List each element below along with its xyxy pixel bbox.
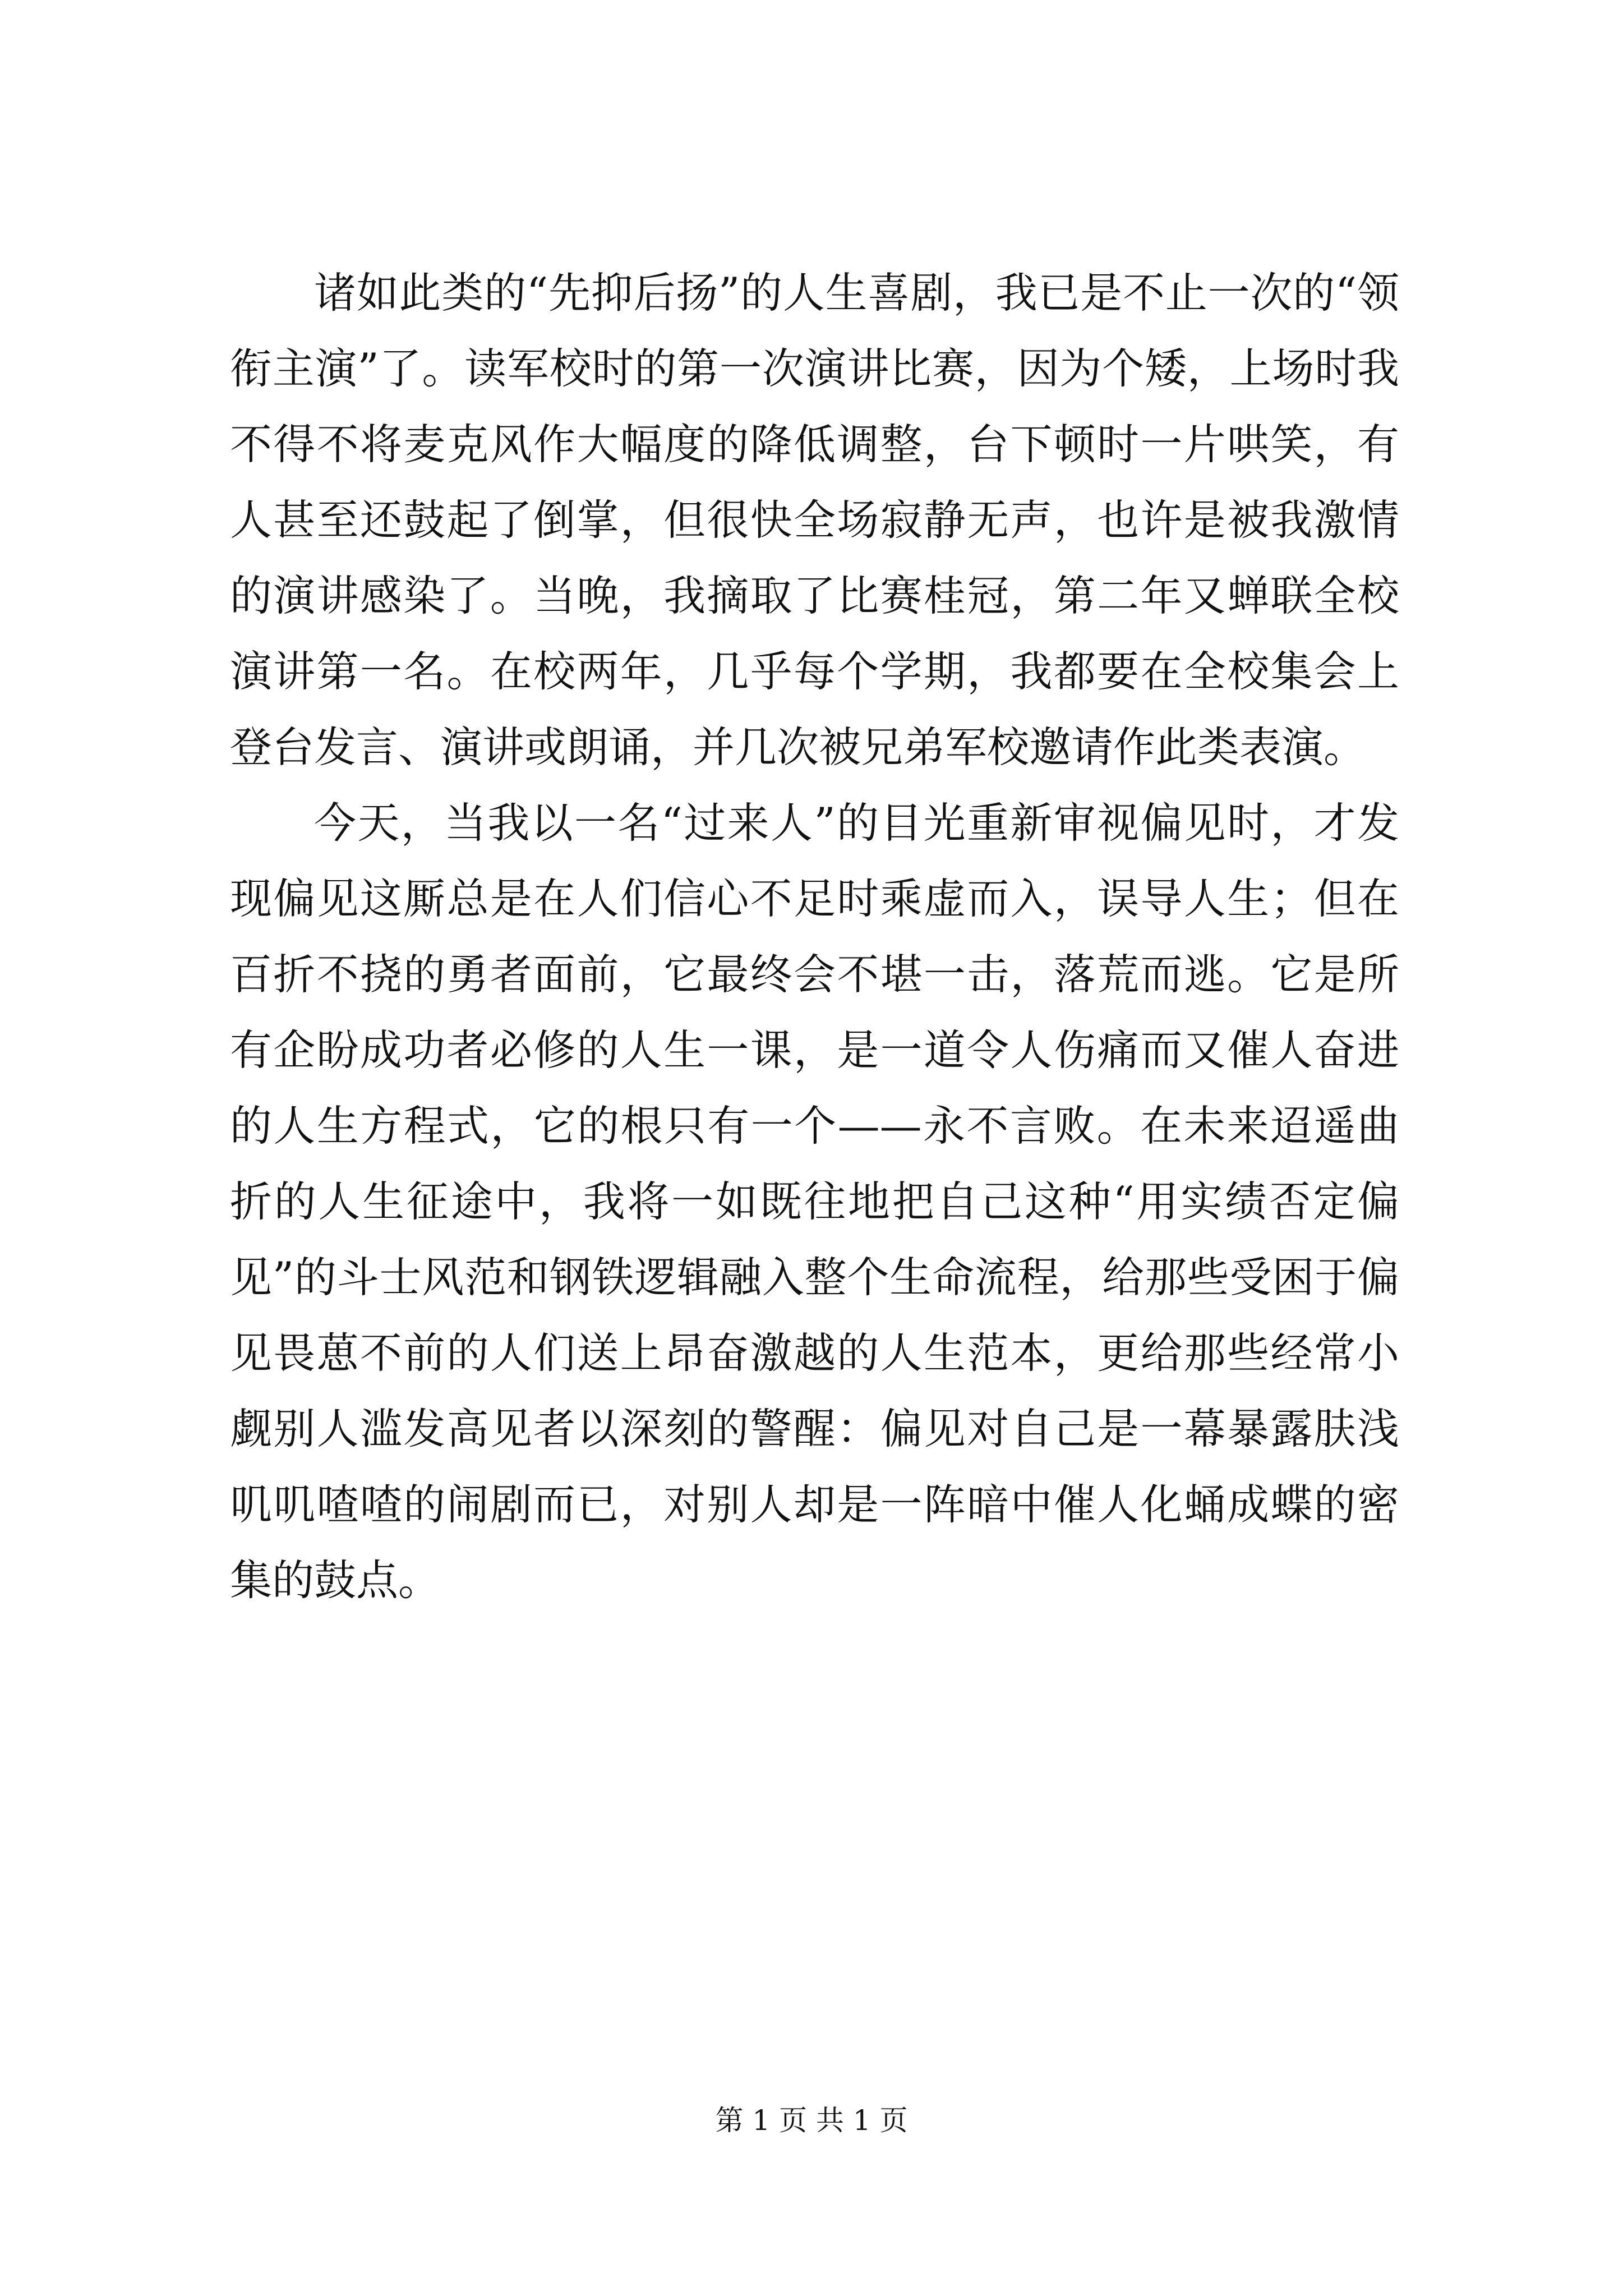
page-number-label: 第 1 页 共 1 页	[715, 2104, 908, 2137]
paragraph-2: 今天，当我以一名“过来人”的目光重新审视偏见时，才发现偏见这厮总是在人们信心不足时乘虚而入，误导人生；但在百折不挠的勇者面前，它最终会不堪一击，落荒而逃。它是所有企盼成功者必修的人生一课，是一道令人伤痛而又催人奋进的人生方程式，它的根只有一个——永不言败。在未来迢遥曲折的人生征途中，我将一如既往地把自己这种“用实绩否定偏见”的斗士风范和钢铁逻辑融入整个生命流程，给那些受困于偏见畏葸不前的人们送上昂奋激越的人生范本，更给那些经常小觑别人滥发高见者以深刻的警醒：偏见对自己是一幕暴露肤浅叽叽喳喳的闹剧而已，对别人却是一阵暗中催人化蛹成蝶的密集的鼓点。	[230, 798, 1399, 1605]
page-footer	[0, 2098, 1623, 2138]
paragraph-1: 诸如此类的“先抑后扬”的人生喜剧，我已是不止一次的“领衔主演”了。读军校时的第一次演讲比赛，因为个矮，上场时我不得不将麦克风作大幅度的降低调整，台下顿时一片哄笑，有人甚至还鼓起了倒掌，但很快全场寂静无声，也许是被我激情的演讲感染了。当晚，我摘取了比赛桂冠，第二年又蝉联全校演讲第一名。在校两年，几乎每个学期，我都要在全校集会上登台发言、演讲或朗诵，并几次被兄弟军校邀请作此类表演。	[230, 268, 1399, 772]
document-body	[230, 255, 1399, 1618]
